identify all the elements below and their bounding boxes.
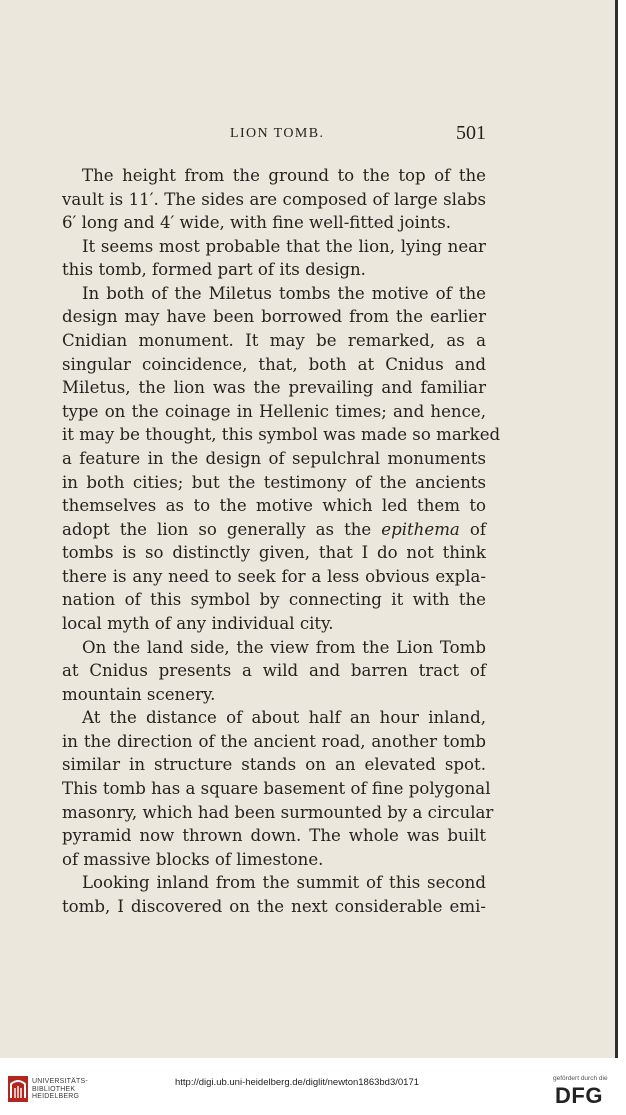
text-line: type on the coinage in Hellenic times; and hence,: [62, 401, 486, 421]
text-line: it may be thought, this symbol was made so marked: [62, 425, 501, 445]
university-library-logo-icon: [8, 1076, 28, 1102]
text-line: Looking inland from the summit of this second: [82, 873, 486, 893]
institution-line: BIBLIOTHEK: [32, 1085, 76, 1093]
page-header: [62, 124, 486, 146]
footer-bar: [0, 1068, 626, 1115]
text-line: tomb, I discovered on the next considerable emi-: [62, 896, 486, 916]
text-line: The height from the ground to the top of the: [82, 166, 486, 185]
text-line: of massive blocks of limestone.: [62, 849, 324, 869]
text-line: 6′ long and 4′ wide, with fine well-fitted joints.: [62, 213, 452, 233]
text-line: masonry, which had been surmounted by a circular: [62, 802, 494, 822]
institution-line: UNIVERSITÄTS-: [32, 1078, 88, 1085]
permalink-url[interactable]: http://digi.ub.uni-heidelberg.de/diglit/newton1863bd3/0171: [175, 1077, 420, 1088]
page-number: 501: [456, 122, 486, 144]
text-line: vault is 11′. The sides are composed of large slabs: [62, 189, 486, 209]
institution-line: HEIDELBERG: [32, 1093, 80, 1100]
text-line: there is any need to seek for a less obvious expla-: [62, 566, 486, 586]
text-line: It seems most probable that the lion, lying near: [82, 236, 486, 256]
text-line: at Cnidus presents a wild and barren tract of: [62, 661, 486, 681]
text-line: design may have been borrowed from the earlier: [62, 307, 486, 327]
text-line: Miletus, the lion was the prevailing and familiar: [62, 378, 486, 398]
text-line: local myth of any individual city.: [62, 613, 334, 633]
text-line: On the land side, the view from the Lion Tomb: [82, 637, 486, 657]
text-line: tombs is so distinctly given, that I do not think: [62, 543, 486, 563]
institution-name: [32, 1078, 88, 1101]
dfg-logo: DFG: [555, 1083, 603, 1108]
text-line: nation of this symbol by connecting it with the: [62, 590, 486, 610]
text-line: Cnidian monument. It may be remarked, as a: [62, 331, 486, 351]
text-line: adopt the lion so generally as the epithema of: [62, 519, 486, 539]
text-line: similar in structure stands on an elevated spot.: [62, 755, 486, 775]
text-line: In both of the Miletus tombs the motive of the: [82, 283, 486, 303]
text-line: a feature in the design of sepulchral monuments: [62, 448, 486, 468]
running-head: LION TOMB.: [230, 126, 325, 141]
text-line: At the distance of about half an hour inland,: [82, 708, 486, 728]
text-line: pyramid now thrown down. The whole was built: [62, 826, 486, 846]
text-line: mountain scenery.: [62, 684, 216, 704]
text-line: this tomb, formed part of its design.: [62, 260, 366, 280]
text-line: in the direction of the ancient road, another tomb: [62, 731, 486, 751]
funded-by-label: gefördert durch die: [553, 1075, 608, 1082]
text-line: This tomb has a square basement of fine polygonal: [62, 779, 491, 799]
text-line: themselves as to the motive which led them to: [62, 496, 486, 516]
text-line: in both cities; but the testimony of the ancients: [62, 472, 486, 492]
text-line: singular coincidence, that, both at Cnidus and: [62, 354, 486, 374]
body-text: [62, 164, 501, 919]
